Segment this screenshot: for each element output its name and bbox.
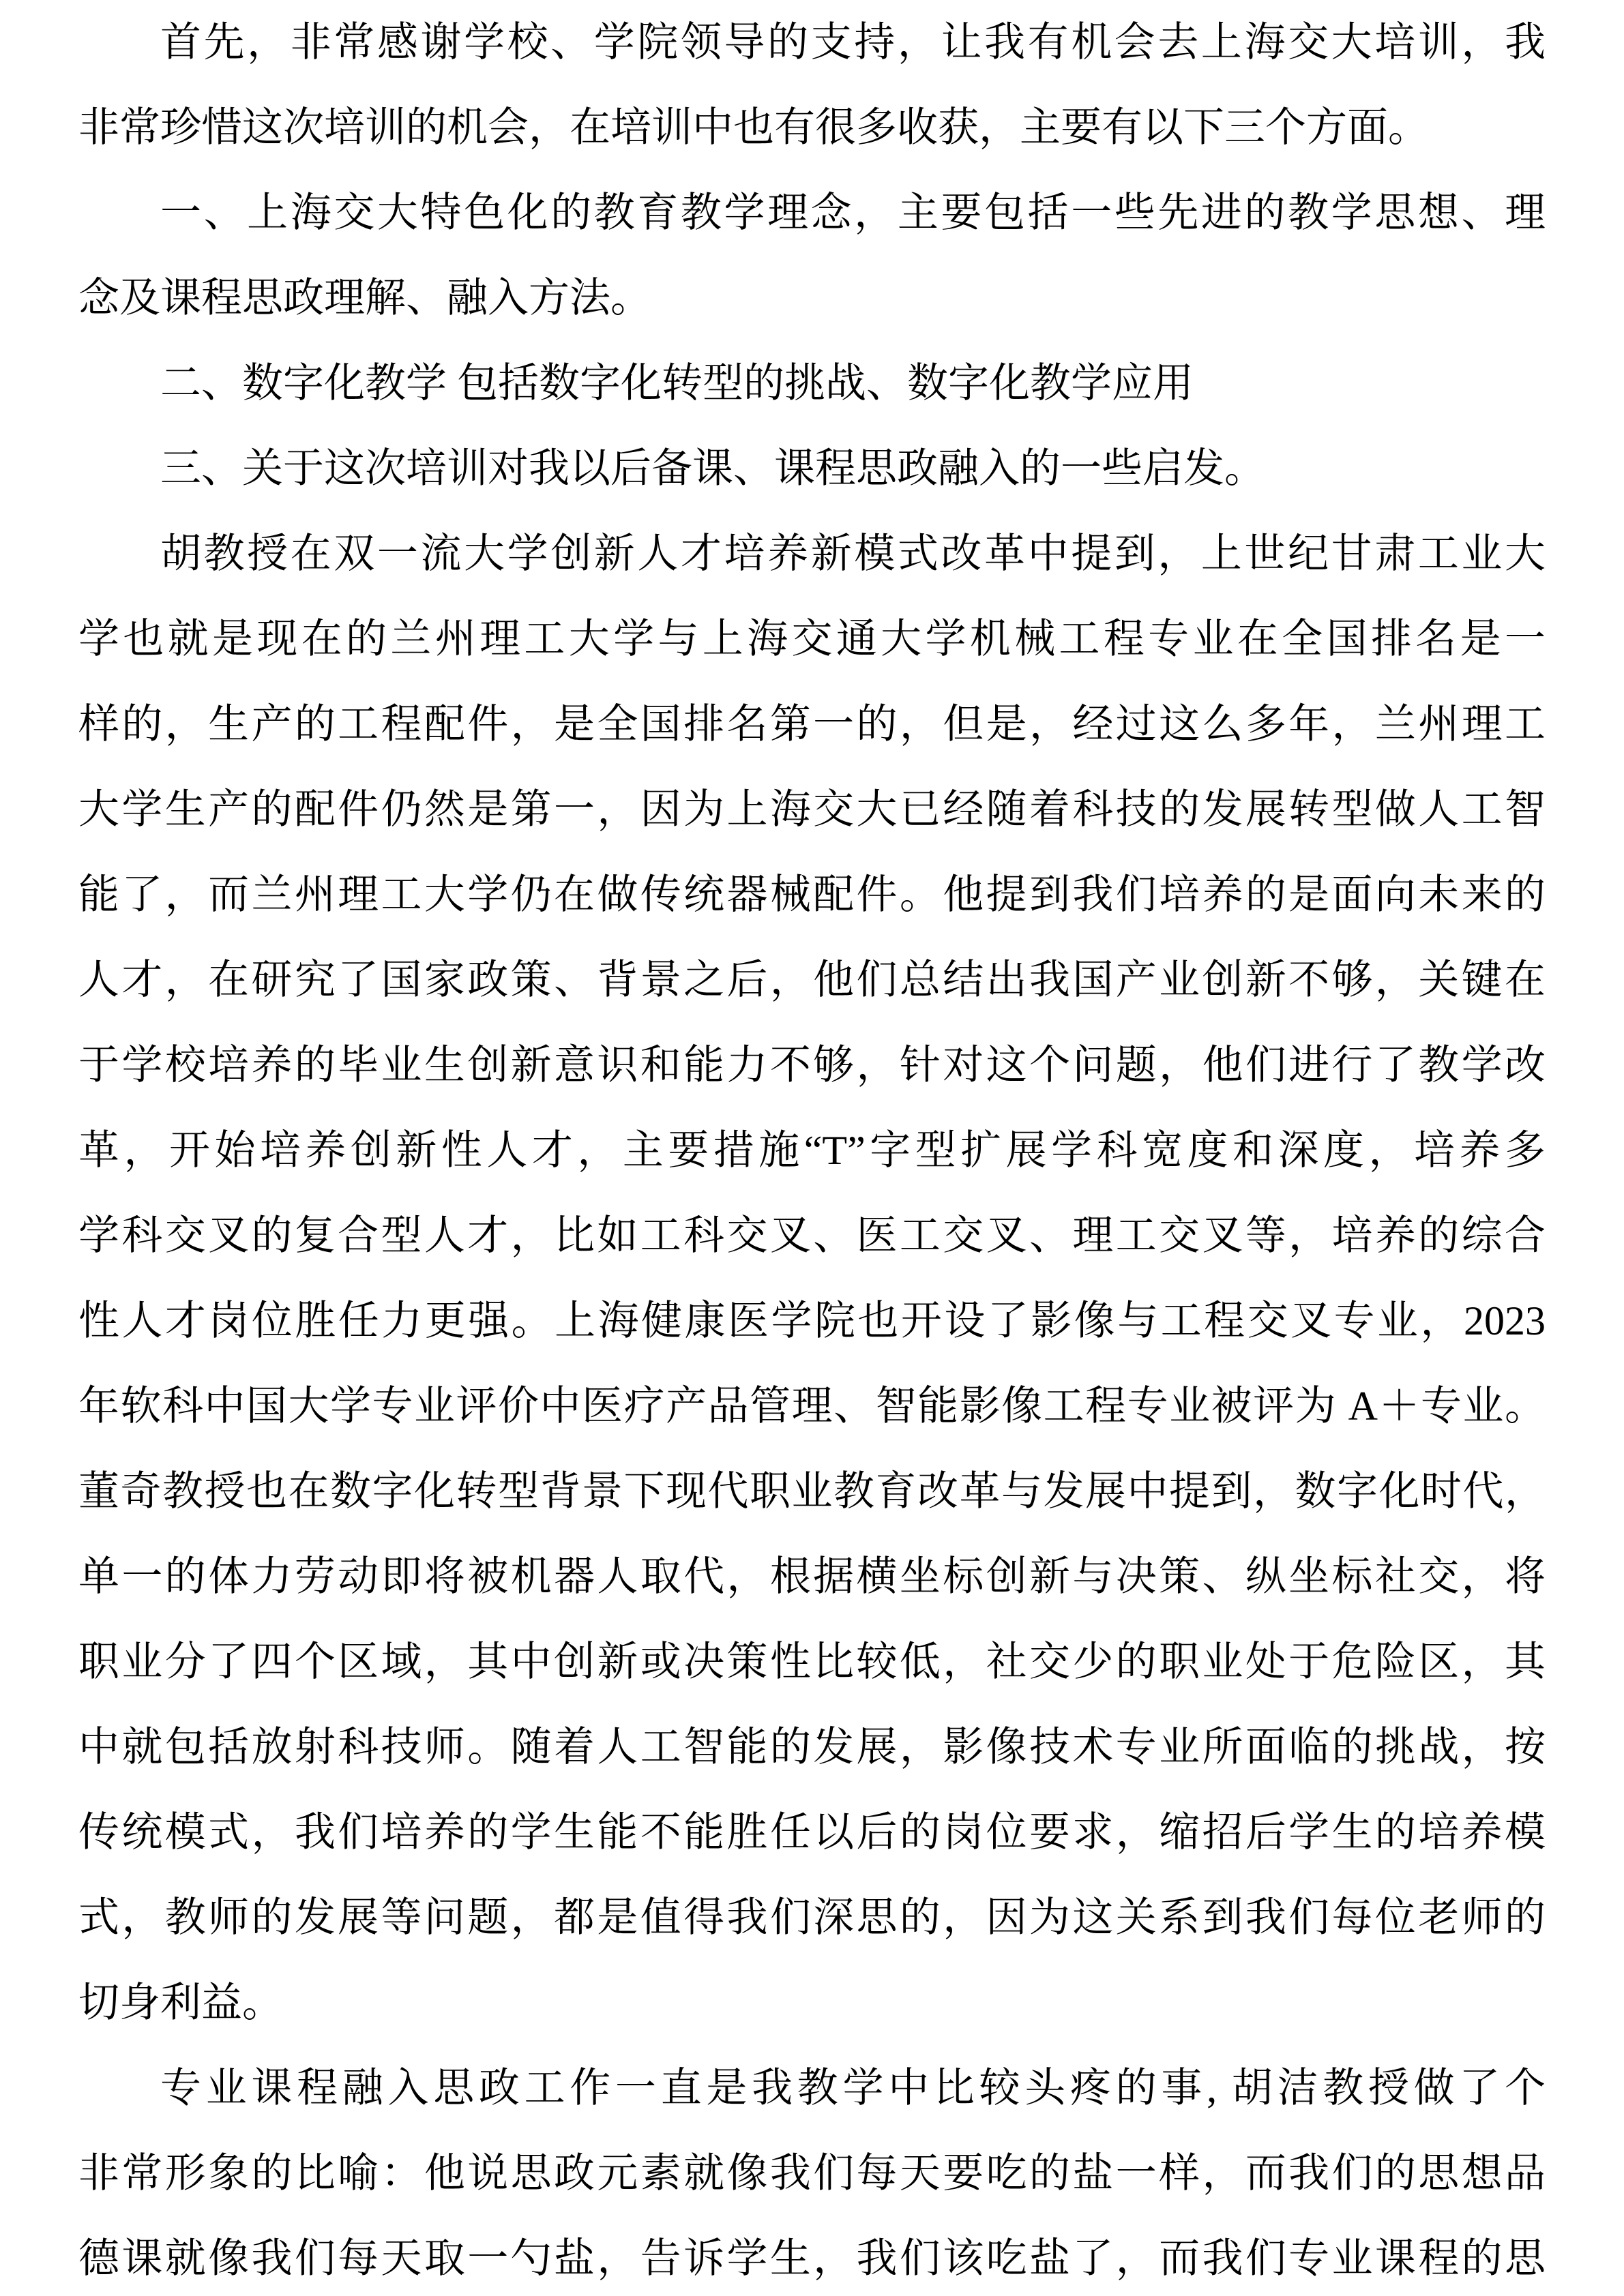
text-line: 非常珍惜这次培训的机会，在培训中也有很多收获，主要有以下三个方面。 [78,105,1429,150]
text-line: 胡教授在双一流大学创新人才培养新模式改革中提到，上世纪甘肃工业大 [160,531,1546,576]
text-line: 中就包括放射科技师。随着人工智能的发展，影像技术专业所面临的挑战，按 [78,1725,1546,1770]
text-line: 一、上海交大特色化的教育教学理念，主要包括一些先进的教学思想、理 [160,190,1546,235]
text-line: 革，开始培养创新性人才，主要措施“T”字型扩展学科宽度和深度，培养多 [78,1128,1546,1173]
text-line: 学科交叉的复合型人才，比如工科交叉、医工交叉、理工交叉等，培养的综合 [78,1213,1546,1258]
text-line: 样的，生产的工程配件，是全国排名第一的，但是，经过这么多年，兰州理工 [78,702,1546,747]
text-line: 能了，而兰州理工大学仍在做传统器械配件。他提到我们培养的是面向未来的 [78,872,1546,917]
text-line: 人才，在研究了国家政策、背景之后，他们总结出我国产业创新不够，关键在 [78,957,1546,1002]
text-line: 学也就是现在的兰州理工大学与上海交通大学机械工程专业在全国排名是一 [78,616,1546,661]
paragraph [78,426,1546,511]
text-line: 大学生产的配件仍然是第一，因为上海交大已经随着科技的发展转型做人工智 [78,787,1546,832]
paragraph [78,341,1546,426]
text-line: 传统模式，我们培养的学生能不能胜任以后的岗位要求，缩招后学生的培养模 [78,1810,1546,1855]
text-line: 式，教师的发展等问题，都是值得我们深思的，因为这关系到我们每位老师的 [78,1895,1546,1940]
text-line: 切身利益。 [78,1980,283,2025]
text-line: 性人才岗位胜任力更强。上海健康医学院也开设了影像与工程交叉专业，2023 [78,1298,1546,1343]
text-line: 首先，非常感谢学校、学院领导的支持，让我有机会去上海交大培训，我 [160,20,1546,65]
paragraph [78,0,1546,170]
text-line: 董奇教授也在数字化转型背景下现代职业教育改革与发展中提到，数字化时代， [78,1469,1546,1514]
paragraph [78,511,1546,2046]
text-line: 念及课程思政理解、融入方法。 [78,275,651,320]
text-line: 于学校培养的毕业生创新意识和能力不够，针对这个问题，他们进行了教学改 [78,1043,1546,1088]
text-line: 德课就像我们每天取一勺盐，告诉学生，我们该吃盐了，而我们专业课程的思 [78,2236,1546,2281]
text-line: 年软科中国大学专业评价中医疗产品管理、智能影像工程专业被评为 A＋专业。 [78,1384,1546,1429]
text-line: 三、关于这次培训对我以后备课、课程思政融入的一些启发。 [160,446,1265,491]
text-line: 二、数字化教学 包括数字化转型的挑战、数字化教学应用 [160,361,1194,406]
paragraph [78,2046,1546,2296]
text-line: 专业课程融入思政工作一直是我教学中比较头疼的事, 胡洁教授做了个 [160,2066,1546,2111]
paragraph [78,170,1546,341]
text-line: 单一的体力劳动即将被机器人取代，根据横坐标创新与决策、纵坐标社交，将 [78,1554,1546,1599]
text-line: 职业分了四个区域，其中创新或决策性比较低，社交少的职业处于危险区，其 [78,1639,1546,1684]
text-line: 非常形象的比喻：他说思政元素就像我们每天要吃的盐一样，而我们的思想品 [78,2151,1546,2196]
document-body [78,0,1546,2296]
